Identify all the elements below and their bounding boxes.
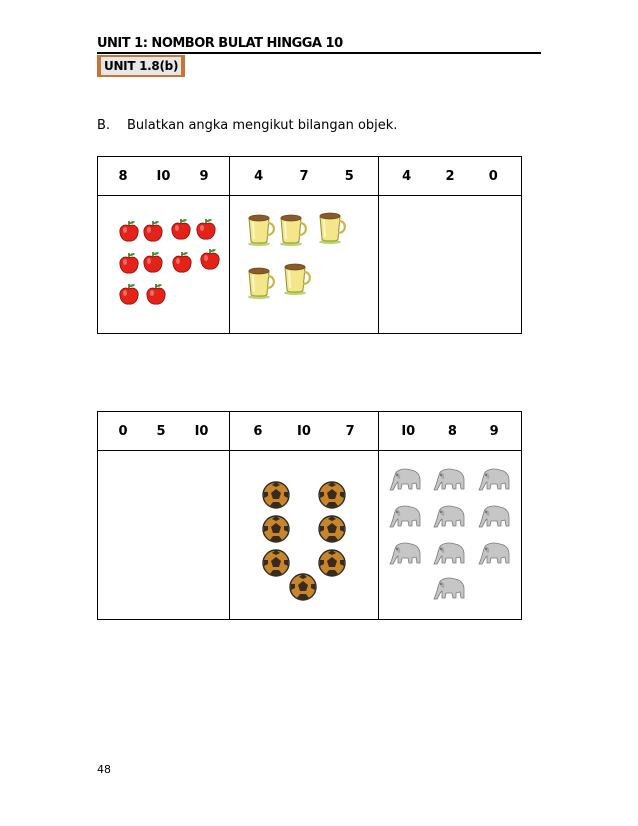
elephant-icon [431, 539, 469, 569]
object-cell-apples [98, 196, 230, 334]
elephant-icon [387, 502, 425, 532]
apple-icon [142, 220, 166, 244]
instruction-text: Bulatkan angka mengikut bilangan objek. [127, 118, 398, 133]
number-option[interactable]: I0 [156, 168, 171, 184]
number-option[interactable]: I0 [297, 423, 311, 439]
ball-icon [318, 515, 346, 543]
number-cell [379, 157, 522, 196]
number-cell [230, 157, 379, 196]
object-cell-balls [230, 451, 379, 620]
ball-icon [318, 549, 346, 577]
apple-icon [118, 252, 142, 276]
number-cell [98, 412, 230, 451]
elephant-icon [476, 465, 514, 495]
elephant-icon [431, 502, 469, 532]
instruction-label: B. [97, 118, 111, 133]
exercise-table-2 [97, 411, 522, 620]
number-option[interactable]: 5 [344, 168, 354, 184]
exercise-table-1 [97, 156, 522, 334]
cup-icon [278, 213, 310, 249]
number-option[interactable]: I0 [401, 423, 416, 439]
cup-icon [317, 211, 349, 247]
elephant-icon [387, 539, 425, 569]
number-option[interactable]: 5 [156, 423, 166, 439]
ball-icon [262, 515, 290, 543]
header-rule [97, 52, 541, 54]
apple-icon [118, 220, 142, 244]
apple-icon [199, 248, 223, 272]
number-option[interactable]: 9 [199, 168, 209, 184]
number-option[interactable]: 2 [445, 168, 455, 184]
number-option[interactable]: 8 [447, 423, 457, 439]
number-option[interactable]: 9 [489, 423, 499, 439]
number-cell [230, 412, 379, 451]
number-option[interactable]: 7 [299, 168, 309, 184]
number-option[interactable]: 4 [402, 168, 412, 184]
apple-icon [195, 218, 219, 242]
object-cell-empty [379, 196, 522, 334]
object-cell-elephants [379, 451, 522, 620]
elephant-icon [476, 502, 514, 532]
cup-icon [282, 262, 314, 298]
number-option[interactable]: 8 [118, 168, 128, 184]
object-cell-cups [230, 196, 379, 334]
elephant-icon [476, 539, 514, 569]
elephant-icon [431, 465, 469, 495]
elephant-icon [387, 465, 425, 495]
number-option[interactable]: 6 [253, 423, 263, 439]
object-cell-empty [98, 451, 230, 620]
unit-badge-label: UNIT 1.8(b) [101, 57, 181, 75]
number-option[interactable]: 0 [118, 423, 128, 439]
apple-icon [170, 218, 194, 242]
number-option[interactable]: 7 [345, 423, 355, 439]
number-cell [98, 157, 230, 196]
unit-title: UNIT 1: NOMBOR BULAT HINGGA 10 [97, 36, 343, 51]
number-option[interactable]: I0 [194, 423, 209, 439]
cup-icon [246, 266, 278, 302]
unit-badge [97, 55, 185, 77]
apple-icon [171, 251, 195, 275]
number-option[interactable]: 4 [254, 168, 264, 184]
ball-icon [318, 481, 346, 509]
elephant-icon [431, 574, 469, 604]
ball-icon [289, 573, 317, 601]
apple-icon [118, 283, 142, 307]
number-cell [379, 412, 522, 451]
apple-icon [142, 251, 166, 275]
ball-icon [262, 481, 290, 509]
cup-icon [246, 213, 278, 249]
apple-icon [145, 283, 169, 307]
ball-icon [262, 549, 290, 577]
number-option[interactable]: 0 [488, 168, 498, 184]
page-number: 48 [97, 763, 111, 776]
